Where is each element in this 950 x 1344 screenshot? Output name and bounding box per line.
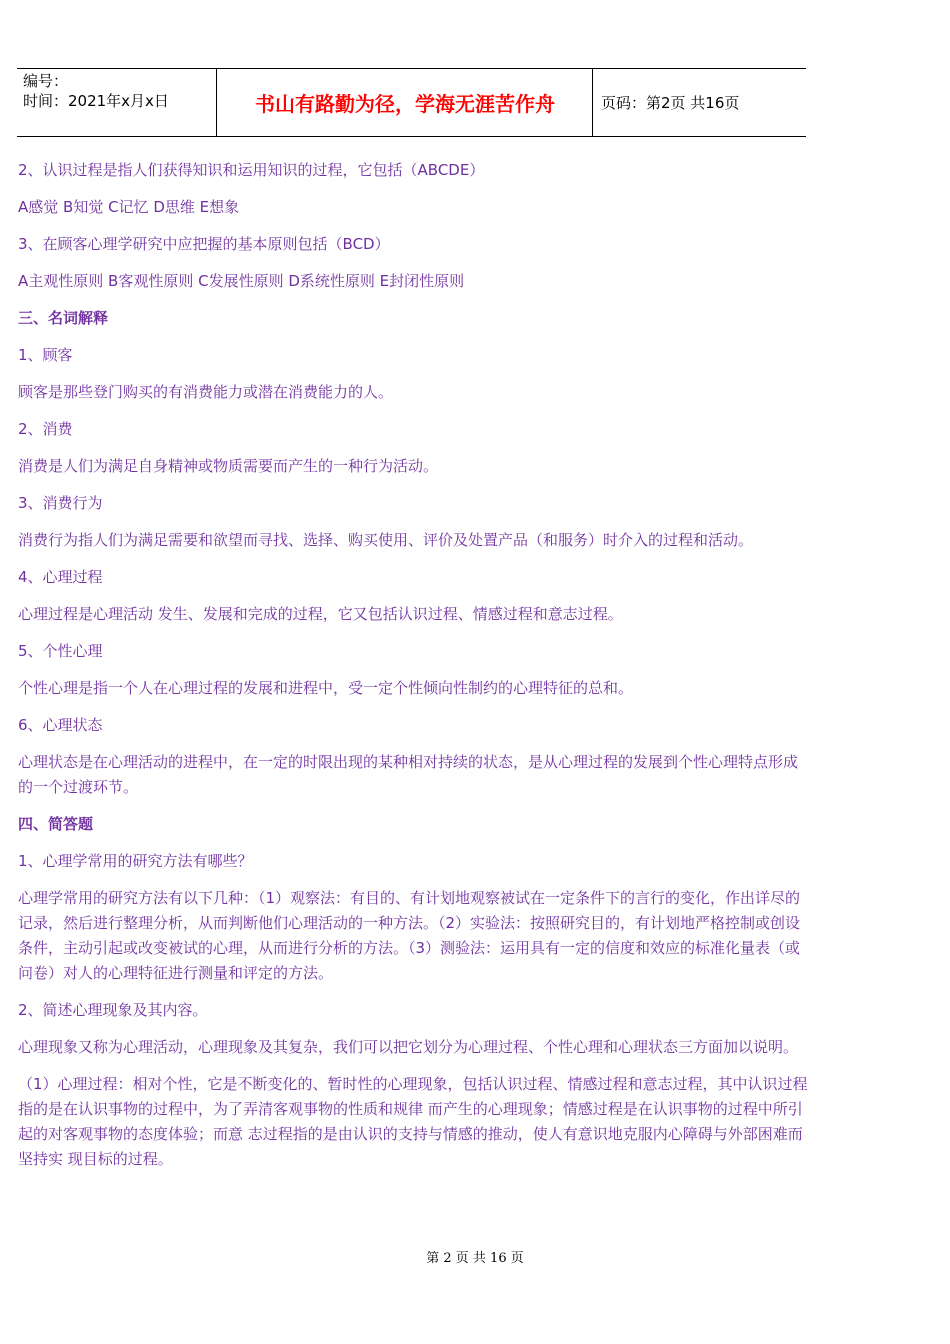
paragraph: 消费行为指人们为满足需要和欲望而寻找、选择、购买使用、评价及处置产品（和服务）时介入的过程和活动。 — [18, 531, 754, 549]
paragraph: 心理学常用的研究方法有以下几种：（1）观察法：有目的、有计划地观察被试在一定条件下的言行的变化，作出详尽的记录，然后进行整理分析，从而判断他们心理活动的一种方法。（2）实验法：按照研究目的，有计划地严格控制或创设条件，主动引起或改变被试的心理，从而进行分析的方法。（3）测验法：运用具有一定的信度和效应的标准化量表（或问卷）对人的心理特征进行测量和评定的方法。 — [18, 889, 801, 982]
paragraph: A感觉 B知觉 C记忆 D思维 E想象 — [18, 198, 240, 216]
paragraph: 3、在顾客心理学研究中应把握的基本原则包括（BCD） — [18, 235, 390, 253]
number-label: 编号： — [23, 72, 69, 90]
paragraph: 5、个性心理 — [18, 642, 103, 660]
paragraph: 3、消费行为 — [18, 494, 103, 512]
time-label: 时间：2021年x月x日 — [23, 92, 169, 110]
paragraph: 个性心理是指一个人在心理过程的发展和进程中，受一定个性倾向性制约的心理特征的总和。 — [18, 679, 634, 697]
paragraph: 4、心理过程 — [18, 568, 103, 586]
paragraph: 2、简述心理现象及其内容。 — [18, 1001, 208, 1019]
paragraph: 心理状态是在心理活动的进程中，在一定的时限出现的某种相对持续的状态，是从心理过程的发展到个性心理特点形成的一个过渡环节。 — [18, 753, 799, 796]
header-meta-cell — [17, 69, 217, 136]
motto-text: 书山有路勤为径，学海无涯苦作舟 — [255, 92, 555, 116]
header-motto-cell — [218, 69, 593, 136]
paragraph: 2、认识过程是指人们获得知识和运用知识的过程，它包括（ABCDE） — [18, 161, 485, 179]
header-page-cell — [593, 69, 806, 136]
section-heading: 四、简答题 — [18, 815, 94, 833]
header-table — [17, 68, 806, 137]
paragraph: 1、顾客 — [18, 346, 73, 364]
page-footer: 第 2 页 共 16 页 — [426, 1251, 524, 1266]
paragraph: 心理现象又称为心理活动，心理现象及其复杂，我们可以把它划分为心理过程、个性心理和心理状态三方面加以说明。 — [18, 1038, 799, 1056]
document-body — [18, 158, 808, 1184]
section-heading: 三、名词解释 — [18, 309, 109, 327]
paragraph: 6、心理状态 — [18, 716, 103, 734]
paragraph: 顾客是那些登门购买的有消费能力或潜在消费能力的人。 — [18, 383, 394, 401]
paragraph: （1）心理过程：相对个性，它是不断变化的、暂时性的心理现象，包括认识过程、情感过程和意志过程，其中认识过程指的是在认识事物的过程中，为了弄清客观事物的性质和规律 而产生的心理现象；情感过程是在认识事物的过程中所引起的对客观事物的态度体验；而意 志过程指的是由认识的支持与情感的推动，使人有意识地克服内心障碍与外部困难而坚持实 现目标的过程。 — [18, 1075, 808, 1168]
paragraph: 2、消费 — [18, 420, 73, 438]
paragraph: 1、心理学常用的研究方法有哪些？ — [18, 852, 253, 870]
page-label: 页码：第2页 共16页 — [601, 94, 740, 112]
paragraph: A主观性原则 B客观性原则 C发展性原则 D系统性原则 E封闭性原则 — [18, 272, 465, 290]
paragraph: 心理过程是心理活动 发生、发展和完成的过程，它又包括认识过程、情感过程和意志过程。 — [18, 605, 623, 623]
paragraph: 消费是人们为满足自身精神或物质需要而产生的一种行为活动。 — [18, 457, 439, 475]
